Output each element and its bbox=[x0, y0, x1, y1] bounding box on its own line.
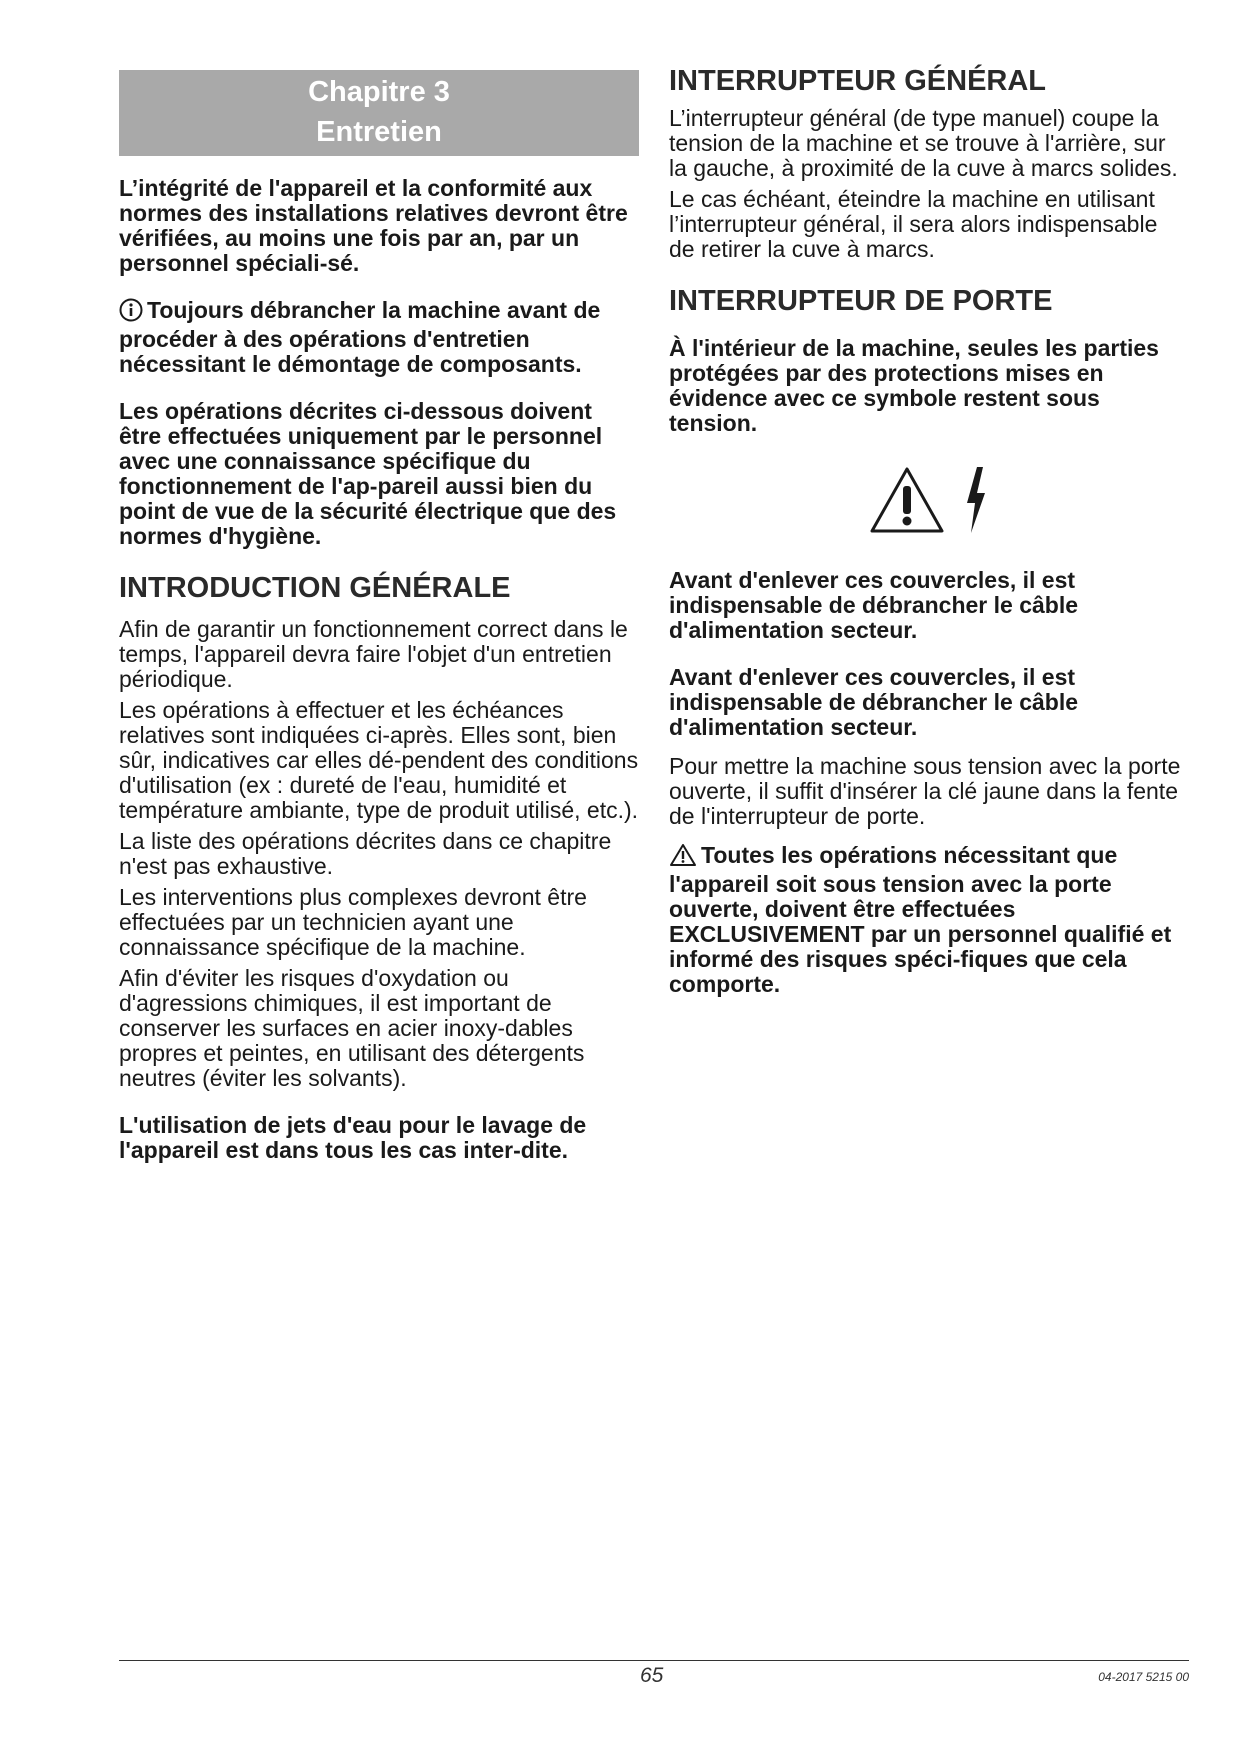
integrity-notice: L’intégrité de l'appareil et la conformité aux normes des installations relatives devront être vérifiées, au moins une fois par an, par un personnel spéciali-sé. bbox=[119, 175, 628, 276]
chapter-header bbox=[119, 70, 639, 156]
right-column bbox=[669, 64, 1189, 997]
section-title-introduction: INTRODUCTION GÉNÉRALE bbox=[119, 572, 511, 604]
chapter-number: Chapitre 3 bbox=[308, 76, 450, 108]
info-icon bbox=[119, 298, 143, 327]
intro-paragraph: Afin de garantir un fonctionnement correct dans le temps, l'appareil devra faire l'objet d'un entretien périodique. bbox=[119, 616, 628, 692]
main-switch-paragraph: L’interrupteur général (de type manuel) coupe la tension de la machine et se trouve à l'arrière, sur la gauche, à proximité de la cuve à marcs solides. bbox=[669, 105, 1178, 181]
footer-divider bbox=[119, 1660, 1189, 1661]
intro-paragraph: La liste des opérations décrites dans ce chapitre n'est pas exhaustive. bbox=[119, 828, 612, 879]
page-number: 65 bbox=[640, 1664, 664, 1687]
lightning-bolt-icon bbox=[963, 465, 989, 540]
open-door-warning-text: Toutes les opérations nécessitant que l'appareil soit sous tension avec la porte ouverte, doivent être effectuées EXCLUSIVEMENT par un personnel qualifié et informé des risques spéci-fiques que cela comporte. bbox=[669, 842, 1172, 997]
unplug-cable-notice: Avant d'enlever ces couvercles, il est indispensable de débrancher le câble d'alimentation secteur. bbox=[669, 664, 1079, 740]
warning-triangle-icon bbox=[869, 466, 945, 539]
left-column bbox=[119, 70, 639, 1163]
unplug-cable-notice: Avant d'enlever ces couvercles, il est indispensable de débrancher le câble d'alimentation secteur. bbox=[669, 567, 1079, 643]
section-title-main-switch: INTERRUPTEUR GÉNÉRAL bbox=[669, 65, 1047, 97]
water-jet-prohibition: L'utilisation de jets d'eau pour le lavage de l'appareil est dans tous les cas inter-dite. bbox=[119, 1112, 587, 1163]
main-switch-paragraph: Le cas échéant, éteindre la machine en utilisant l’interrupteur général, il sera alors indispensable de retirer la cuve à marcs. bbox=[669, 186, 1158, 262]
door-switch-paragraph: Pour mettre la machine sous tension avec la porte ouverte, il suffit d'insérer la clé jaune dans la fente de l'interrupteur de porte. bbox=[669, 753, 1181, 829]
hazard-symbols bbox=[669, 462, 1189, 542]
section-title-door-switch: INTERRUPTEUR DE PORTE bbox=[669, 285, 1053, 317]
unplug-notice-text: Toujours débrancher la machine avant de procéder à des opérations d'entretien nécessitant le démontage de composants. bbox=[119, 297, 601, 377]
open-door-warning bbox=[669, 843, 1189, 997]
intro-paragraph: Afin d'éviter les risques d'oxydation ou d'agressions chimiques, il est important de conserver les surfaces en acier inoxy-dables propres et peintes, en utilisant des détergents neutres (éviter les solvants). bbox=[119, 965, 585, 1091]
document-reference: 04-2017 5215 00 bbox=[1098, 1670, 1189, 1684]
live-parts-notice: À l'intérieur de la machine, seules les parties protégées par des protections mises en évidence avec ce symbole restent sous tension. bbox=[669, 335, 1159, 436]
warning-icon bbox=[669, 843, 697, 872]
intro-paragraph: Les opérations à effectuer et les échéances relatives sont indiquées ci-après. Elles sont, bien sûr, indicatives car elles dé-pendent des conditions d'utilisation (ex : dureté de l'eau, humidité et température ambiante, type de produit utilisé, etc.). bbox=[119, 697, 639, 823]
chapter-title: Entretien bbox=[316, 116, 442, 148]
intro-paragraph: Les interventions plus complexes devront être effectuées par un technicien ayant une connaissance spécifique de la machine. bbox=[119, 884, 587, 960]
unplug-notice bbox=[119, 298, 639, 377]
qualified-personnel-notice: Les opérations décrites ci-dessous doivent être effectuées uniquement par le personnel avec une connaissance spécifique du fonctionnement de l'ap-pareil aussi bien du point de vue de la sécurité électrique que des normes d'hygiène. bbox=[119, 398, 617, 549]
